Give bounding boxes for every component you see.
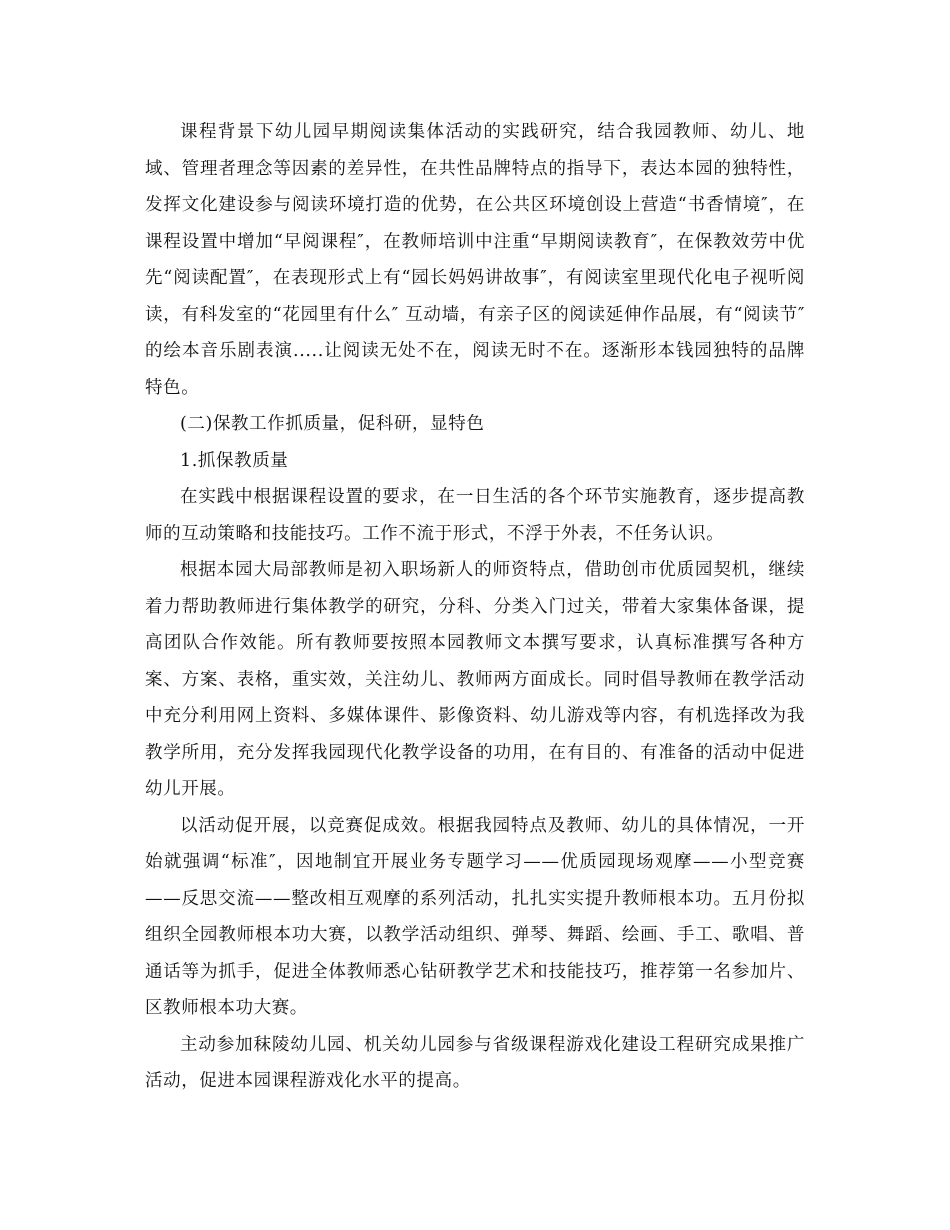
subsection-heading: 1.抓保教质量 [180,450,289,471]
section-heading: (二)保教工作抓质量，促科研，显特色 [180,414,485,434]
body-paragraph: 主动参加秣陵幼儿园、机关幼儿园参与省级课程游戏化建设工程研究成果推广活动，促进本园课程游戏化水平的提高。 [145,1034,805,1091]
document-page [145,114,805,1100]
body-paragraph: 根据本园大局部教师是初入职场新人的师资特点，借助创市优质园契机，继续着力帮助教师进行集体教学的研究，分科、分类入门过关，带着大家集体备课，提高团队合作效能。所有教师要按照本园教师文本撰写要求，认真标准撰写各种方案、方案、表格，重实效，关注幼儿、教师两方面成长。同时倡导教师在教学活动中充分利用网上资料、多媒体课件、影像资料、幼儿游戏等内容，有机选择改为我教学所用，充分发挥我园现代化教学设备的功用，在有目的、有准备的活动中促进幼儿开展。 [145,560,805,799]
body-paragraph: 在实践中根据课程设置的要求，在一日生活的各个环节实施教育，逐步提高教师的互动策略和技能技巧。工作不流于形式，不浮于外表，不任务认识。 [145,487,805,544]
body-paragraph: 以活动促开展，以竞赛促成效。根据我园特点及教师、幼儿的具体情况，一开始就强调“标准″，因地制宜开展业务专题学习——优质园现场观摩——小型竞赛——反思交流——整改相互观摩的系列活动，扎扎实实提升教师根本功。五月份拟组织全园教师根本功大赛，以教学活动组织、弹琴、舞蹈、绘画、手工、歌唱、普通话等为抓手，促进全体教师悉心钻研教学艺术和技能技巧，推荐第一名参加片、区教师根本功大赛。 [145,815,805,1018]
body-paragraph: 课程背景下幼儿园早期阅读集体活动的实践研究，结合我园教师、幼儿、地域、管理者理念等因素的差异性，在共性品牌特点的指导下，表达本园的独特性，发挥文化建设参与阅读环境打造的优势，在公共区环境创设上营造“书香情境″，在课程设置中增加“早阅课程″，在教师培训中注重“早期阅读教育″，在保教效劳中优先“阅读配置″，在表现形式上有“园长妈妈讲故事″，有阅读室里现代化电子视听阅读，有科发室的“花园里有什么″ 互动墙，有亲子区的阅读延伸作品展，有“阅读节″ 的绘本音乐剧表演.....让阅读无处不在，阅读无时不在。逐渐形本钱园独特的品牌特色。 [145,122,805,398]
